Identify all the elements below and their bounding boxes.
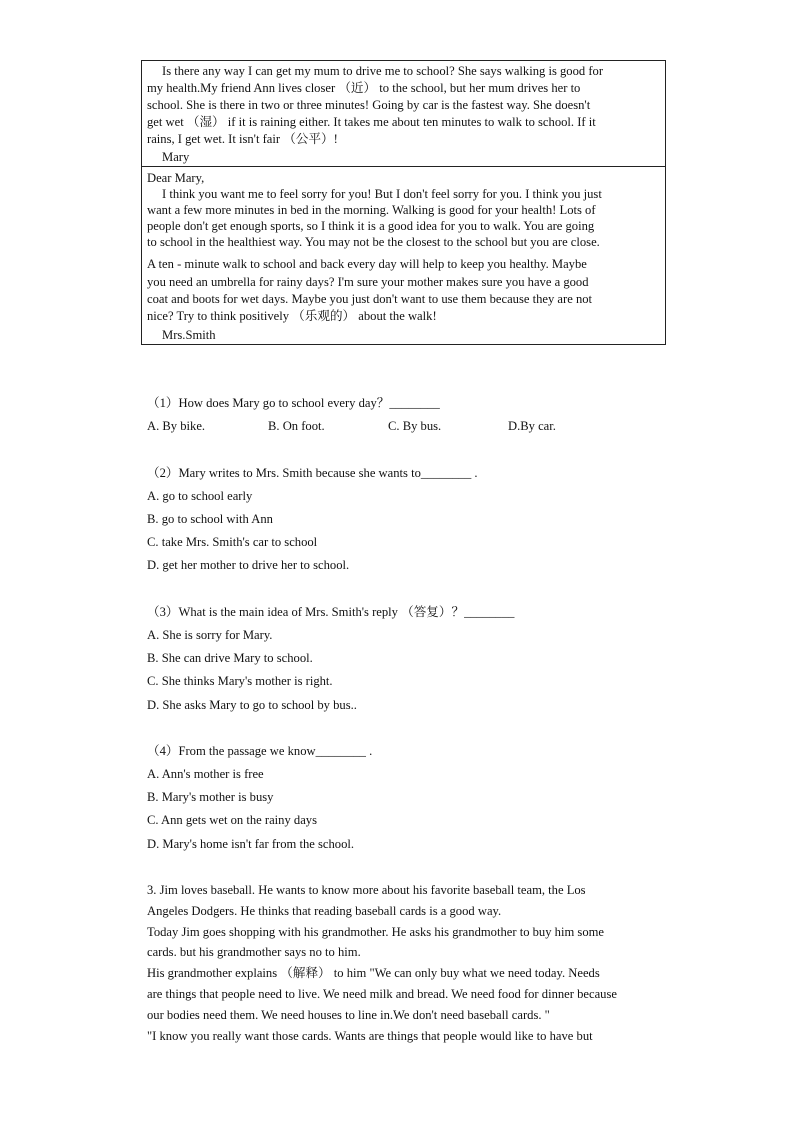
reply-line: you need an umbrella for rainy days? I'm sure your mother makes sure you have a good <box>147 275 589 289</box>
option: A. go to school early <box>147 489 253 503</box>
option: B. go to school with Ann <box>147 512 273 526</box>
reply-line: I think you want me to feel sorry for you! But I don't feel sorry for you. I think you just <box>162 187 602 201</box>
letter-line: my health.My friend Ann lives closer （近） to the school, but her mum drives her to <box>147 81 581 95</box>
letter-box <box>141 60 666 167</box>
passage-line: are things that people need to live. We need milk and bread. We need food for dinner because <box>147 987 617 1001</box>
option: B. On foot. <box>268 419 325 433</box>
option: C. She thinks Mary's mother is right. <box>147 674 333 688</box>
reply-box <box>141 166 666 345</box>
reply-line: coat and boots for wet days. Maybe you just don't want to use them because they are not <box>147 292 593 306</box>
passage-line: our bodies need them. We need houses to line in.We don't need baseball cards. " <box>147 1008 550 1022</box>
reply-line: nice? Try to think positively （乐观的） about the walk! <box>147 309 437 323</box>
letter-line: get wet （湿） if it is raining either. It takes me about ten minutes to walk to school. If it <box>147 115 596 129</box>
passage-line: Angeles Dodgers. He thinks that reading baseball cards is a good way. <box>147 904 502 918</box>
option: D. She asks Mary to go to school by bus.. <box>147 698 357 712</box>
passage-line: cards. but his grandmother says no to him. <box>147 945 361 959</box>
question-stem: （2）Mary writes to Mrs. Smith because she wants to________ . <box>147 466 478 480</box>
reply-line: to school in the healthiest way. You may not be the closest to the school but you are close. <box>147 235 600 249</box>
reply-line: people don't get enough sports, so I think it is a good idea for you to walk. You are going <box>147 219 595 233</box>
option: C. take Mrs. Smith's car to school <box>147 535 318 549</box>
option: D. Mary's home isn't far from the school. <box>147 837 355 851</box>
option: C. Ann gets wet on the rainy days <box>147 813 317 827</box>
reply-line: want a few more minutes in bed in the morning. Walking is good for your health! Lots of <box>147 203 596 217</box>
passage-line: 3. Jim loves baseball. He wants to know more about his favorite baseball team, the Los <box>147 883 586 897</box>
letter-line: school. She is there in two or three minutes! Going by car is the fastest way. She doesn't <box>147 98 591 112</box>
question-stem: （4）From the passage we know________ . <box>147 744 373 758</box>
passage-line: Today Jim goes shopping with his grandmother. He asks his grandmother to buy him some <box>147 925 604 939</box>
question-stem: （3）What is the main idea of Mrs. Smith's reply （答复）？________ <box>147 605 515 619</box>
option: D. get her mother to drive her to school. <box>147 558 350 572</box>
question-stem: （1）How does Mary go to school every day？________ <box>147 396 440 410</box>
passage-line: "I know you really want those cards. Wants are things that people would like to have but <box>147 1029 593 1043</box>
option: B. She can drive Mary to school. <box>147 651 313 665</box>
option: A. She is sorry for Mary. <box>147 628 273 642</box>
option: D.By car. <box>508 419 556 433</box>
option: C. By bus. <box>388 419 442 433</box>
option: A. Ann's mother is free <box>147 767 264 781</box>
letter-line: Is there any way I can get my mum to drive me to school? She says walking is good for <box>162 64 604 78</box>
letter-line: rains, I get wet. It isn't fair （公平）! <box>147 132 338 146</box>
reply-signature: Mrs.Smith <box>162 328 216 342</box>
option: B. Mary's mother is busy <box>147 790 274 804</box>
passage-line: His grandmother explains （解释） to him "We can only buy what we need today. Needs <box>147 966 600 980</box>
reply-greeting: Dear Mary, <box>147 171 205 185</box>
option: A. By bike. <box>147 419 206 433</box>
letter-signature: Mary <box>162 150 190 164</box>
reply-line: A ten - minute walk to school and back every day will help to keep you healthy. Maybe <box>147 257 587 271</box>
